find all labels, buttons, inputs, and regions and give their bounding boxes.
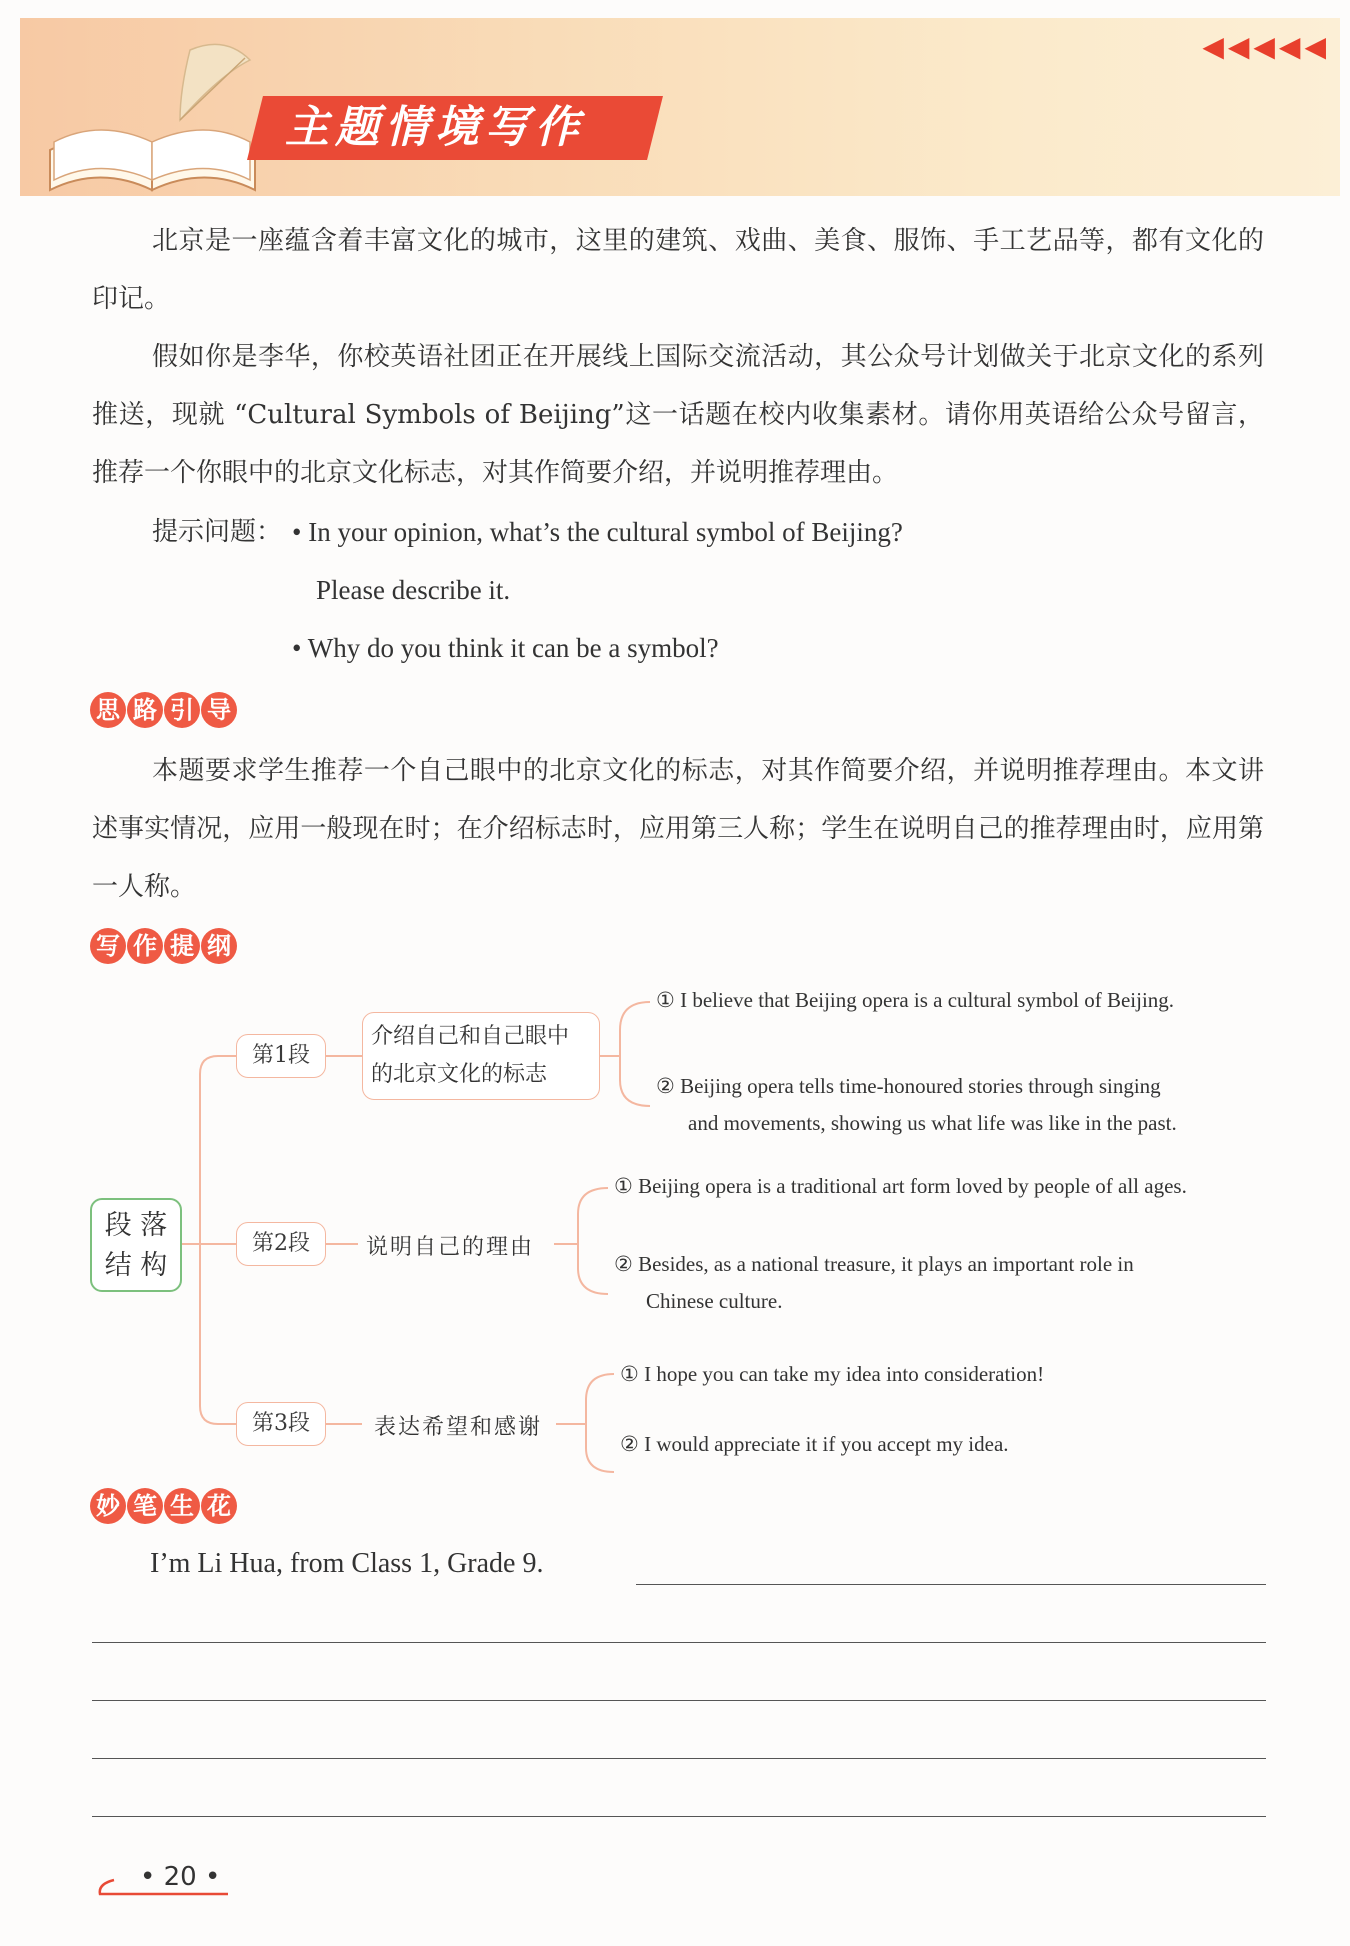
badge-char: 纲: [201, 928, 237, 964]
writing-line[interactable]: [92, 1642, 1266, 1643]
badge-char: 花: [201, 1488, 237, 1524]
writing-line[interactable]: [92, 1700, 1266, 1701]
header-arrows: ◀◀◀◀◀: [1202, 30, 1330, 63]
topic-line: 介绍自己和自己眼中: [371, 1024, 570, 1049]
badge-char: 生: [164, 1488, 200, 1524]
outline-root: [90, 1198, 182, 1292]
sentence-2-2-cont: Chinese culture.: [646, 1289, 783, 1313]
badge-char: 路: [127, 692, 163, 728]
writing-line[interactable]: [92, 1758, 1266, 1759]
badge-char: 思: [90, 692, 126, 728]
paragraph-tag-1: 第1段: [236, 1034, 326, 1078]
hint-question-1-cont: Please describe it.: [316, 575, 511, 605]
badge-char: 引: [164, 692, 200, 728]
paragraph-tag-2: 第2段: [236, 1222, 326, 1266]
task-paragraph-1: 北京是一座蕴含着丰富文化的城市，这里的建筑、戏曲、美食、服饰、手工艺品等，都有文化的印记。: [92, 226, 1264, 314]
paragraph-topic-3: 表达希望和感谢: [374, 1415, 543, 1440]
outline-root-line: 结 构: [104, 1250, 168, 1281]
badge-char: 笔: [127, 1488, 163, 1524]
writing-badge: [90, 1488, 237, 1524]
outline-root-line: 段 落: [104, 1210, 168, 1241]
hint-question-1: • In your opinion, what’s the cultural symbol of Beijing?: [292, 517, 903, 547]
sentence-1-1: ① I believe that Beijing opera is a cultural symbol of Beijing.: [656, 988, 1175, 1012]
writing-line[interactable]: [92, 1816, 1266, 1817]
paragraph-topic-1: [362, 1012, 600, 1100]
badge-char: 提: [164, 928, 200, 964]
sentence-1-2: ② Beijing opera tells time-honoured stories through singing: [656, 1074, 1161, 1098]
hint-question-2: • Why do you think it can be a symbol?: [292, 633, 719, 663]
badge-char: 写: [90, 928, 126, 964]
writing-line[interactable]: [636, 1584, 1266, 1585]
badge-char: 妙: [90, 1488, 126, 1524]
sentence-1-2-cont: and movements, showing us what life was like in the past.: [688, 1111, 1177, 1135]
badge-char: 作: [127, 928, 163, 964]
section-title: 主题情境写作: [285, 102, 585, 153]
badge-char: 导: [201, 692, 237, 728]
writing-first-line: I’m Li Hua, from Class 1, Grade 9.: [150, 1548, 544, 1579]
paragraph-tag-3: 第3段: [236, 1402, 326, 1446]
hint-label: 提示问题：: [152, 517, 283, 547]
sentence-2-2: ② Besides, as a national treasure, it plays an important role in: [614, 1252, 1134, 1276]
guide-text: 本题要求学生推荐一个自己眼中的北京文化的标志，对其作简要介绍，并说明推荐理由。本文讲述事实情况，应用一般现在时；在介绍标志时，应用第三人称；学生在说明自己的推荐理由时，应用第一人称。: [92, 756, 1264, 902]
sentence-3-2: ② I would appreciate it if you accept my idea.: [620, 1432, 1009, 1456]
sentence-2-1: ① Beijing opera is a traditional art form loved by people of all ages.: [614, 1174, 1187, 1198]
task-paragraph-2: 假如你是李华，你校英语社团正在开展线上国际交流活动，其公众号计划做关于北京文化的系列推送，现就 “Cultural Symbols of Beijing”这一话题在校内收集素材。请你用英语给公众号留言，推荐一个你眼中的北京文化标志，对其作简要介绍，并说明推荐理由。: [92, 342, 1264, 488]
sentence-3-1: ① I hope you can take my idea into consideration!: [620, 1362, 1045, 1386]
page-number: • 20 •: [140, 1862, 221, 1892]
paragraph-topic-2: 说明自己的理由: [366, 1235, 535, 1260]
topic-line: 的北京文化的标志: [371, 1062, 548, 1087]
